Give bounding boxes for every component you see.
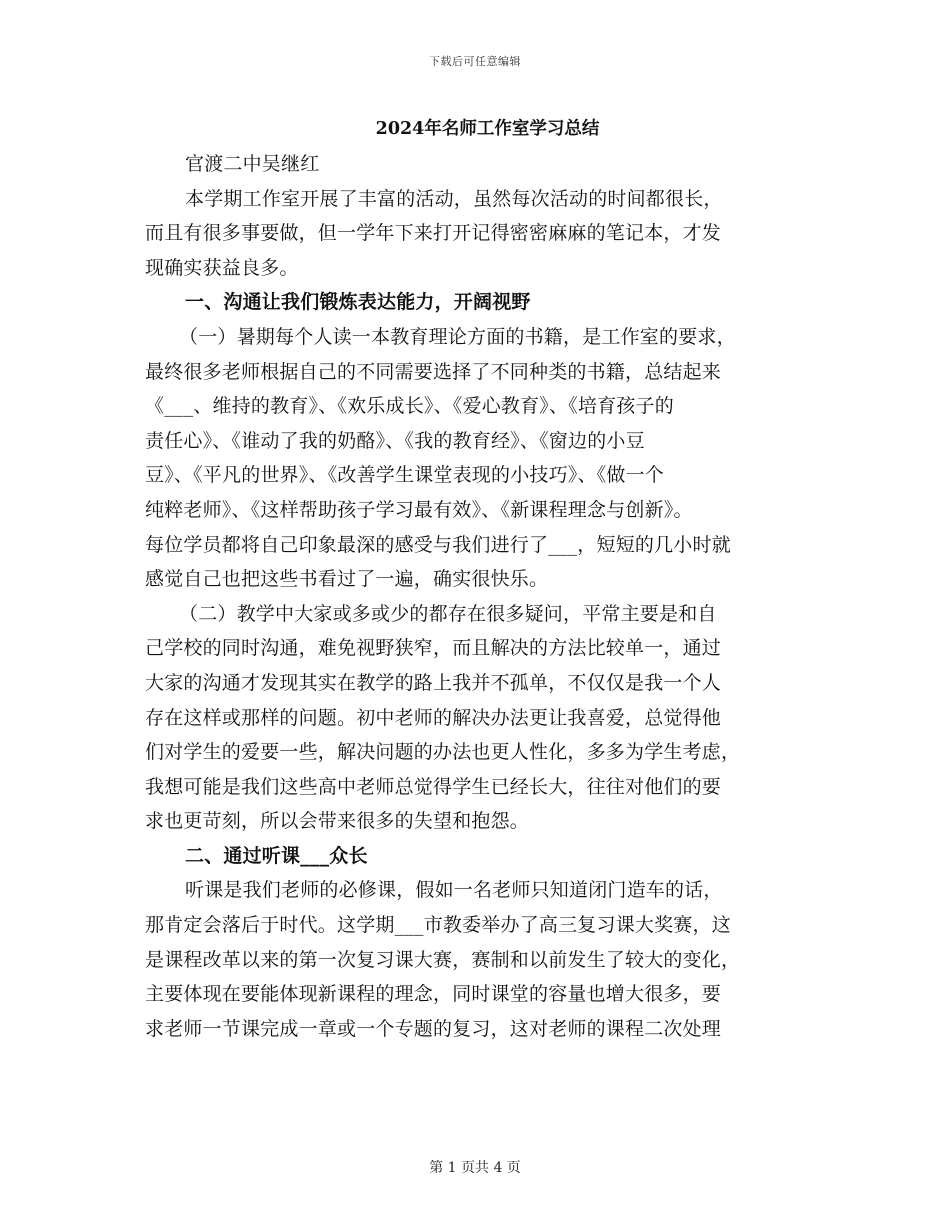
paragraph-line: 己学校的同时沟通，难免视野狭窄，而且解决的方法比较单一，通过 [145,637,722,660]
section1-paragraph-2 [145,597,810,839]
paragraph-line: 是课程改革以来的第一次复习课大赛，赛制和以前发生了较大的变化， [145,948,741,971]
paragraph-line: 现确实获益良多。 [145,256,299,279]
paragraph-line: 感觉自己也把这些书看过了一遍，确实很快乐。 [145,568,549,591]
author-line: 官渡二中吴继红 [185,153,320,175]
paragraph-line: 纯粹老师》、《这样帮助孩子学习最有效》、《新课程理念与创新》。 [145,498,693,521]
intro-paragraph [145,182,810,286]
section-heading-2: 二、通过听课___众长 [185,844,368,867]
paragraph-line: 本学期工作室开展了丰富的活动，虽然每次活动的时间都很长， [185,187,723,210]
paragraph-line: （二）教学中大家或多或少的都存在很多疑问，平常主要是和自 [179,602,717,625]
page-number: 第 1 页共 4 页 [429,1160,521,1176]
paragraph-line: 豆》、《平凡的世界》、《改善学生课堂表现的小技巧》、《做一个 [145,464,665,487]
paragraph-line: 求老师一节课完成一章或一个专题的复习，这对老师的课程二次处理 [145,1017,722,1040]
paragraph-line: 最终很多老师根据自己的不同需要选择了不同种类的书籍，总结起来 [145,360,722,383]
paragraph-line: 听课是我们老师的必修课，假如一名老师只知道闭门造车的话， [185,879,723,902]
paragraph-line: （一）暑期每个人读一本教育理论方面的书籍，是工作室的要求， [179,325,736,348]
paragraph-line: 们对学生的爱要一些，解决问题的办法也更人性化，多多为学生考虑， [145,741,741,764]
section-heading-1: 一、沟通让我们锻炼表达能力，开阔视野 [185,291,531,314]
paragraph-line: 我想可能是我们这些高中老师总觉得学生已经长大，往往对他们的要 [145,775,722,798]
paragraph-line: 主要体现在要能体现新课程的理念，同时课堂的容量也增大很多，要 [145,983,722,1006]
paragraph-line: 而且有很多事要做，但一学年下来打开记得密密麻麻的笔记本，才发 [145,222,722,245]
document-title: 2024年名师工作室学习总结 [375,119,600,139]
paragraph-line: 每位学员都将自己印象最深的感受与我们进行了___，短短的几小时就 [145,533,731,556]
paragraph-line: 责任心》、《谁动了我的奶酪》、《我的教育经》、《窗边的小豆 [145,429,645,452]
paragraph-line: 求也更苛刻，所以会带来很多的失望和抱怨。 [145,810,530,833]
header-note: 下载后可任意编辑 [429,55,521,68]
section1-paragraph-1 [145,320,810,597]
paragraph-line: 《___、维持的教育》、《欢乐成长》、《爱心教育》、《培育孩子的 [145,395,674,418]
section2-paragraph-1 [145,873,810,1046]
paragraph-line: 那肯定会落后于时代。这学期___市教委举办了高三复习课大奖赛，这 [145,914,731,937]
paragraph-line: 存在这样或那样的问题。初中老师的解决办法更让我喜爱，总觉得他 [145,706,722,729]
paragraph-line: 大家的沟通才发现其实在教学的路上我并不孤单，不仅仅是我一个人 [145,671,722,694]
document-body [145,112,810,1046]
